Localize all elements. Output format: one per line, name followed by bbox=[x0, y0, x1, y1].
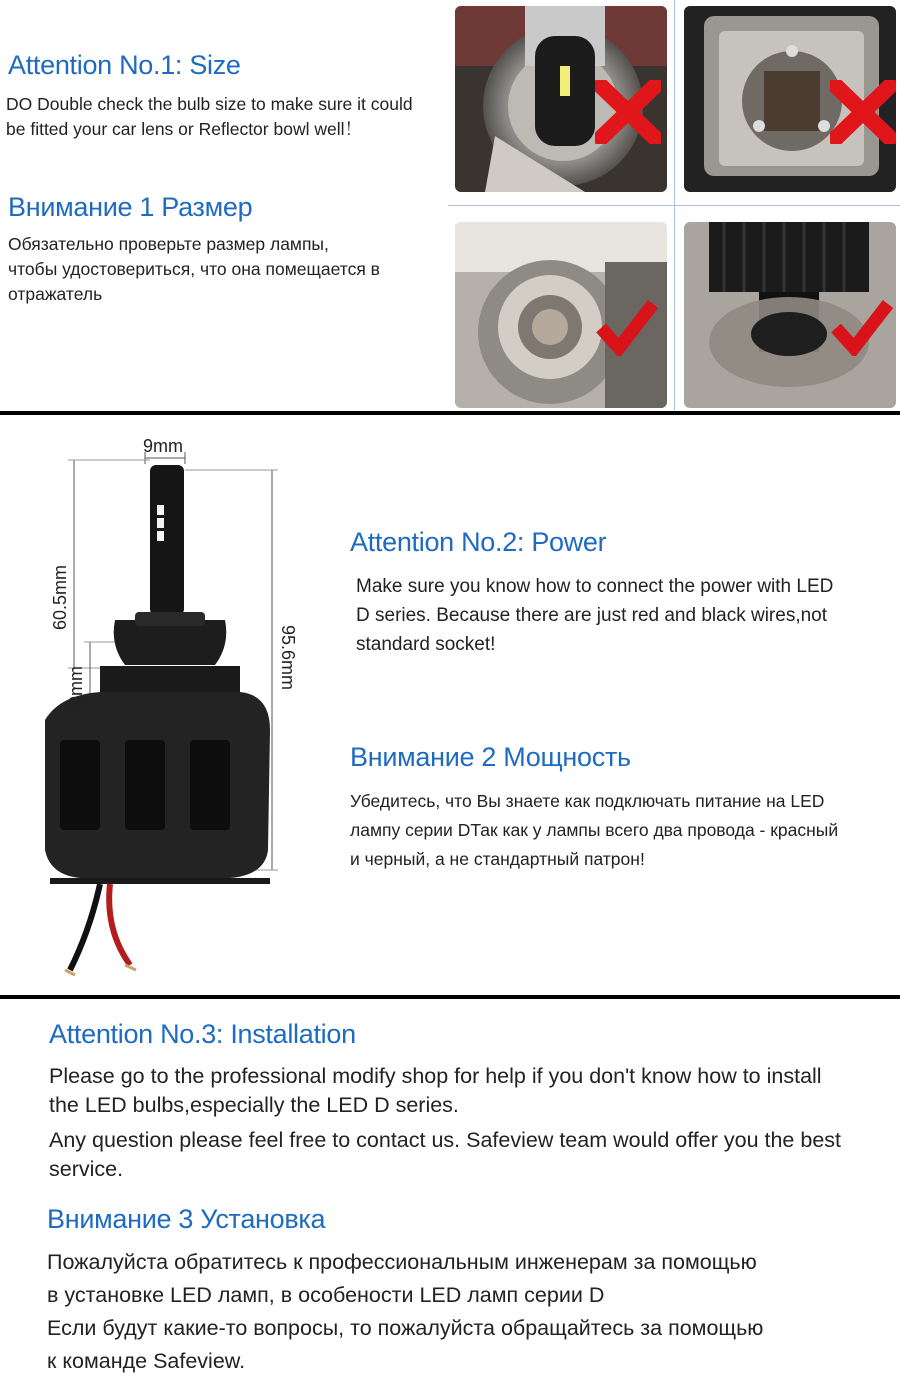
size-body-ru-line: чтобы удостовериться, что она помещается в bbox=[8, 259, 380, 279]
check-icon bbox=[830, 298, 894, 356]
size-body-ru-line: Обязательно проверьте размер лампы, bbox=[8, 234, 329, 254]
power-body-ru-line: Убедитесь, что Вы знаете как подключать питание на LED bbox=[350, 791, 825, 811]
photo-grid-hline bbox=[448, 205, 900, 206]
bulb-photo-correct-2 bbox=[684, 222, 896, 408]
power-title-en: Attention No.2: Power bbox=[350, 527, 607, 557]
bulb-photo-wrong-2 bbox=[684, 6, 896, 192]
section-divider-1 bbox=[0, 411, 900, 415]
power-body-en-line: standard socket! bbox=[356, 634, 496, 655]
size-body-ru bbox=[8, 232, 380, 307]
install-body-ru-line: к команде Safeview. bbox=[47, 1349, 246, 1373]
bulb-photo-wrong-1 bbox=[455, 6, 667, 192]
install-body-ru-line: в установке LED ламп, в особености LED ламп серии D bbox=[47, 1283, 605, 1307]
check-icon bbox=[595, 298, 659, 356]
power-body-en-line: D series. Because there are just red and black wires,not bbox=[356, 605, 828, 626]
install-body-en-line: service. bbox=[49, 1157, 124, 1181]
cross-icon bbox=[595, 80, 661, 144]
power-body-en-line: Make sure you know how to connect the power with LED bbox=[356, 576, 834, 597]
install-body-en-line: Any question please feel free to contact us. Safeview team would offer you the best bbox=[49, 1128, 841, 1152]
power-body-ru-line: лампу серии DТак как у лампы всего два провода - красный bbox=[350, 820, 839, 840]
size-title-ru: Внимание 1 Размер bbox=[8, 192, 253, 222]
power-body-ru-line: и черный, а не стандартный патрон! bbox=[350, 849, 645, 869]
dim-label-9mm: 9mm bbox=[143, 436, 183, 456]
size-body-en-line: DO Double check the bulb size to make sure it could bbox=[6, 94, 413, 114]
install-title-ru: Внимание 3 Установка bbox=[47, 1204, 326, 1234]
install-body-ru-line: Пожалуйста обратитесь к профессиональным инженерам за помощью bbox=[47, 1250, 757, 1274]
bulb-led-stem bbox=[150, 465, 184, 615]
power-title-ru: Внимание 2 Мощность bbox=[350, 742, 631, 772]
section-divider-2 bbox=[0, 995, 900, 999]
bulb-collar bbox=[114, 620, 227, 665]
bulb-photo-correct-1 bbox=[455, 222, 667, 408]
cross-icon bbox=[830, 80, 896, 144]
size-body-ru-line: отражатель bbox=[8, 284, 103, 304]
install-body-en-a bbox=[49, 1062, 822, 1120]
install-title-en: Attention No.3: Installation bbox=[49, 1019, 356, 1049]
power-body-ru bbox=[350, 787, 838, 874]
red-wire bbox=[109, 884, 130, 965]
black-wire bbox=[70, 884, 100, 970]
install-body-en-line: Please go to the professional modify shop for help if you don't know how to install bbox=[49, 1064, 822, 1088]
size-body-en bbox=[6, 92, 413, 142]
dim-label-20mm: 20mm bbox=[66, 665, 86, 716]
dim-label-60mm: 60.5mm bbox=[50, 564, 70, 630]
dim-label-95mm: 95.6mm bbox=[278, 625, 298, 691]
install-body-ru bbox=[47, 1246, 763, 1378]
install-body-ru-line: Если будут какие-то вопросы, то пожалуйста обращайтесь за помощью bbox=[47, 1316, 764, 1340]
install-body-en-b bbox=[49, 1126, 841, 1184]
power-body-en bbox=[356, 572, 833, 659]
install-body-en-line: the LED bulbs,especially the LED D series. bbox=[49, 1093, 459, 1117]
bulb-dimension-diagram bbox=[20, 430, 320, 980]
size-body-en-line: be fitted your car lens or Reflector bowl well！ bbox=[6, 119, 362, 139]
size-title-en: Attention No.1: Size bbox=[8, 50, 241, 80]
